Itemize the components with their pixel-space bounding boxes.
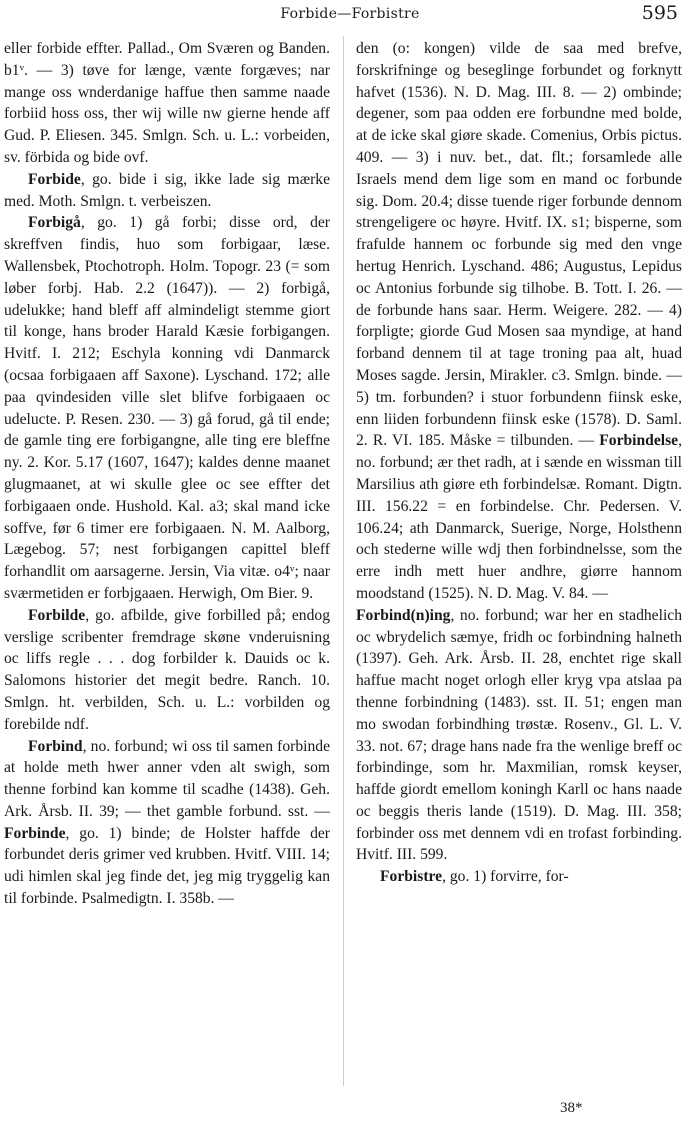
headword: Forbide (28, 170, 81, 188)
headword: Forbistre (380, 868, 443, 886)
headword: Forbind (28, 737, 83, 755)
entry-forbind: Forbind, no. forbund; wi oss til samen forbinde at holde meth hwer anner vden alt swigh, som thenne forbind kan komme til scadhe (1438). Geh. Ark. Årsb. II. 39; — thet gamble forbund. sst. — Forbinde, go. 1) binde; de Holster haffde der forbundet deris grimer ved krubben. Hvitf. VIII. 14; udi himlen skal jeg finde det, jeg mig tryggelig kan til forbinde. Psalmedigtn. I. 358b. — (4, 737, 330, 908)
entry-forbide: Forbide, go. bide i sig, ikke lade sig mærke med. Moth. Smlgn. t. verbeiszen. (4, 170, 330, 210)
entry-continuation: den (o: kongen) vilde de saa med brefve, forskrifninge og beseglinge forbundet og forknytt hafvet (1536). N. D. Mag. III. 8. — 2) ombinde; degener, som paa odden ere forbundne med bolde, at de icke skal giøre skade. Comenius, Orbis pictus. 409. — 3) i nuv. bet., dat. flt.; forsamlede alle Israels mend dem lige som en mand oc forbunde sig. Dom. 20.4; disse tuende riger forbunde dennom strengeligere oc høyre. Hvitf. IX. s1; bisperne, som frafulde hannem oc forbunde sig med den vnge hertug Henrich. Lyschand. 486; Augustus, Lepidus oc Antonius forbunde sig tilhobe. B. Tott. I. 26. — de forbunde hans saar. Herm. Weigere. 282. — 4) forpligte; giorde Gud Mosen saa myndige, at hand forband dennem til at tage troning paa alt, huad Moses sagde. Jersin, Mirakler. c3. Smlgn. binde. — 5) tm. forbunden? i stuor forbundenn fiinsk eske, enn liiden forbundenn fiinsk eske (1578). D. Saml. 2. R. VI. 185. Måske = tilbunden. — Forbindelse, no. forbund; ær thet radh, at i sænde en wissman till Marsilius ath giøre eth forbindelsæ. Romant. Digtn. III. 156.22 = en forbindelse. Chr. Pedersen. V. 106.24; ath Danmarck, Suerige, Norge, Holsthenn och stederne wille wdj then forbindnelsse, som the erre indh mett huer andhre, giørre hannom moodstand (1525). N. D. Mag. V. 84. — (356, 40, 682, 602)
headword: Forbilde (28, 606, 86, 624)
entry-continuation: eller forbide effter. Pallad., Om Sværen og Banden. b1ᵛ. — 3) tøve for længe, vænte forgæves; nar mange oss wnderdanige haffue then samme naade forbiid hoss oss, ther wij wille nw gierne hende aff Gud. P. Eliesen. 345. Smlgn. Sch. u. L.: vorbeiden, sv. förbida og bide ovf. (4, 40, 330, 166)
running-title: Forbide—Forbistre (280, 6, 420, 22)
headword: Forbind(n)ing (356, 606, 451, 624)
entry-forbiga: Forbigå, go. 1) gå forbi; disse ord, der skreffven findis, huo som forbigaar, læse. Wallensbek, Ptochotroph. Holm. Topogr. 23 (= som løber forbj. Hab. 2.2 (1647)). — 2) forbigå, udelukke; hand bleff aff almindeligt stemme giort til konge, hans broder Harald Kæsie forbigangen. Hvitf. I. 212; Eschyla konning vdi Danmarck (ocsaa forbigaaen aff Saxone). Lyschand. 172; alle paa qvindesiden ville slet blifve forbigaaen oc udelucte. P. Resen. 230. — 3) gå forud, gå til ende; de gamle ting ere forbigangne, alle ting ere bleffne ny. 2. Kor. 5.17 (1607, 1647); kaldes denne maanet glugmaanet, at wi skulle glee oc see effter det forbigaaen onde. Hushold. Kal. a3; skal mand icke soffve, før 6 timer ere forbigaaen. N. M. Aalborg, Lægebog. 57; nest forbigangen capittel bleff forhandlit om aarsagerne. Jersin, Via vitæ. o4ᵛ; naar sværmetiden er forbjgaaen. Herwigh, Om Bier. 9. (4, 214, 330, 602)
entry-forbindning: Forbind(n)ing, no. forbund; war her en stadhelich oc wbrydelich sæmye, fridh oc forbindning halneth (1397). Geh. Ark. Årsb. II. 28, enchtet rige skall haffue macht noget orlogh eller kryg vpa atslaa pa thenne forbindning (1483). sst. II. 51; engen man mo swodan forbindhing trøstæ. Rosenv., Gl. L. V. 33. not. 67; drage hans nade fra the wenlige breff oc forbindinge, som hr. Maxmilian, romsk keyser, haffde giordt emellom koningh Karll oc hans naade oc beggis theris lande (1519). D. Mag. III. 358; forbinder oss met dennem vdi en trofast forbinding. Hvitf. III. 599. (356, 606, 682, 864)
entry-forbilde: Forbilde, go. afbilde, give forbilled på; endog verslige scribenter fremdrage skøne vnderuisning oc liffs regle . . . dog forbilder k. Dauids oc k. Salomons historier det megit bedre. Ranch. 10. Smlgn. ht. verbilden, Sch. u. L.: vorbilden og forebilde ndf. (4, 606, 330, 733)
entry-forbistre: Forbistre, go. 1) forvirre, for- (380, 868, 569, 886)
page-header (0, 2, 700, 30)
right-column (356, 38, 682, 888)
signature-mark: 38* (560, 1100, 583, 1116)
headword: Forbindelse (599, 432, 679, 450)
headword: Forbigå (28, 214, 81, 232)
left-column (4, 38, 330, 910)
column-divider (343, 36, 344, 1086)
headword: Forbinde (4, 824, 66, 842)
page-number: 595 (641, 2, 678, 24)
